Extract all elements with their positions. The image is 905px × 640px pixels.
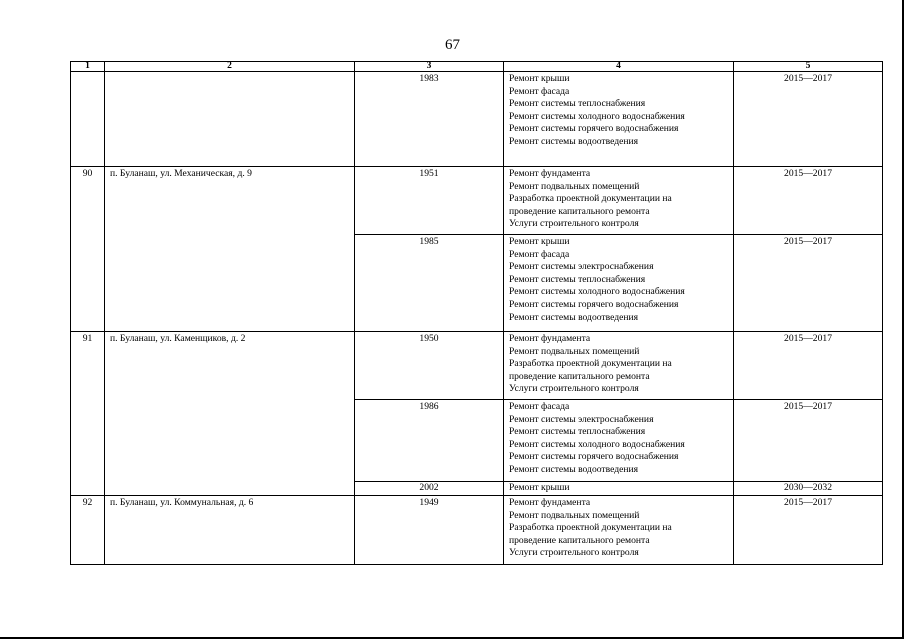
- row-address: [105, 72, 355, 167]
- work-item: Ремонт системы электроснабжения: [509, 413, 654, 425]
- row-period: 2015—2017: [734, 496, 883, 565]
- row-address: п. Буланаш, ул. Механическая, д. 9: [105, 167, 355, 332]
- work-item: Услуги строительного контроля: [509, 547, 639, 559]
- work-item: Ремонт фасада: [509, 85, 570, 97]
- row-year: 1949: [355, 496, 504, 565]
- header-col-4: 4: [504, 62, 734, 72]
- work-item: Разработка проектной документации на: [509, 358, 672, 370]
- work-item: проведение капитального ремонта: [509, 370, 650, 382]
- row-number: 91: [71, 332, 105, 496]
- work-item: Ремонт фундамента: [509, 168, 591, 179]
- row-period: 2030—2032: [734, 482, 883, 496]
- row-period: 2015—2017: [734, 235, 883, 332]
- work-item: Ремонт фасада: [509, 401, 570, 412]
- work-item: Ремонт подвальных помещений: [509, 180, 640, 192]
- work-item: Ремонт крыши: [509, 73, 570, 84]
- row-period: 2015—2017: [734, 167, 883, 235]
- row-works: [504, 72, 734, 167]
- work-item: проведение капитального ремонта: [509, 205, 650, 217]
- row-year: 1986: [355, 400, 504, 482]
- row-period: 2015—2017: [734, 72, 883, 167]
- table-row: [71, 72, 883, 167]
- work-item: Ремонт системы теплоснабжения: [509, 273, 646, 285]
- header-col-5: 5: [734, 62, 883, 72]
- row-year: 1950: [355, 332, 504, 400]
- page-number: 67: [445, 37, 460, 53]
- work-item: Ремонт системы теплоснабжения: [509, 426, 646, 438]
- work-item: проведение капитального ремонта: [509, 534, 650, 546]
- header-col-3: 3: [355, 62, 504, 72]
- row-works: [504, 332, 734, 400]
- work-item: Ремонт системы горячего водоснабжения: [509, 123, 679, 135]
- work-item: Разработка проектной документации на: [509, 522, 672, 534]
- row-year: 1951: [355, 167, 504, 235]
- work-item: Ремонт системы холодного водоснабжения: [509, 286, 685, 298]
- row-works: [504, 235, 734, 332]
- work-item: Ремонт крыши: [509, 236, 570, 247]
- header-col-2: 2: [105, 62, 355, 72]
- table-row: [71, 332, 883, 400]
- row-year: 1983: [355, 72, 504, 167]
- row-period: 2015—2017: [734, 332, 883, 400]
- row-works: [504, 482, 734, 496]
- row-works: [504, 496, 734, 565]
- table-row: [71, 496, 883, 565]
- row-year: 2002: [355, 482, 504, 496]
- table-row: [71, 167, 883, 235]
- row-number: [71, 72, 105, 167]
- work-item: Ремонт подвальных помещений: [509, 509, 640, 521]
- work-item: Ремонт крыши: [509, 482, 570, 493]
- header-col-1: 1: [71, 62, 105, 72]
- work-item: Услуги строительного контроля: [509, 218, 639, 230]
- work-item: Ремонт системы водоотведения: [509, 311, 639, 323]
- work-item: Ремонт системы теплоснабжения: [509, 98, 646, 110]
- header-row: [71, 62, 883, 72]
- work-item: Ремонт системы холодного водоснабжения: [509, 438, 685, 450]
- row-number: 90: [71, 167, 105, 332]
- work-item: Услуги строительного контроля: [509, 383, 639, 395]
- row-works: [504, 167, 734, 235]
- repair-schedule-table: [70, 61, 883, 565]
- work-item: Ремонт системы горячего водоснабжения: [509, 451, 679, 463]
- work-item: Ремонт системы водоотведения: [509, 135, 639, 147]
- row-works: [504, 400, 734, 482]
- row-address: п. Буланаш, ул. Коммунальная, д. 6: [105, 496, 355, 565]
- work-item: Ремонт системы водоотведения: [509, 463, 639, 475]
- work-item: Ремонт системы горячего водоснабжения: [509, 298, 679, 310]
- row-number: 92: [71, 496, 105, 565]
- work-item: Ремонт подвальных помещений: [509, 345, 640, 357]
- work-item: Ремонт фундамента: [509, 333, 591, 344]
- work-item: Ремонт фасада: [509, 248, 570, 260]
- work-item: Ремонт фундамента: [509, 497, 591, 508]
- row-year: 1985: [355, 235, 504, 332]
- row-period: 2015—2017: [734, 400, 883, 482]
- work-item: Ремонт системы электроснабжения: [509, 261, 654, 273]
- work-item: Разработка проектной документации на: [509, 193, 672, 205]
- work-item: Ремонт системы холодного водоснабжения: [509, 110, 685, 122]
- row-address: п. Буланаш, ул. Каменщиков, д. 2: [105, 332, 355, 496]
